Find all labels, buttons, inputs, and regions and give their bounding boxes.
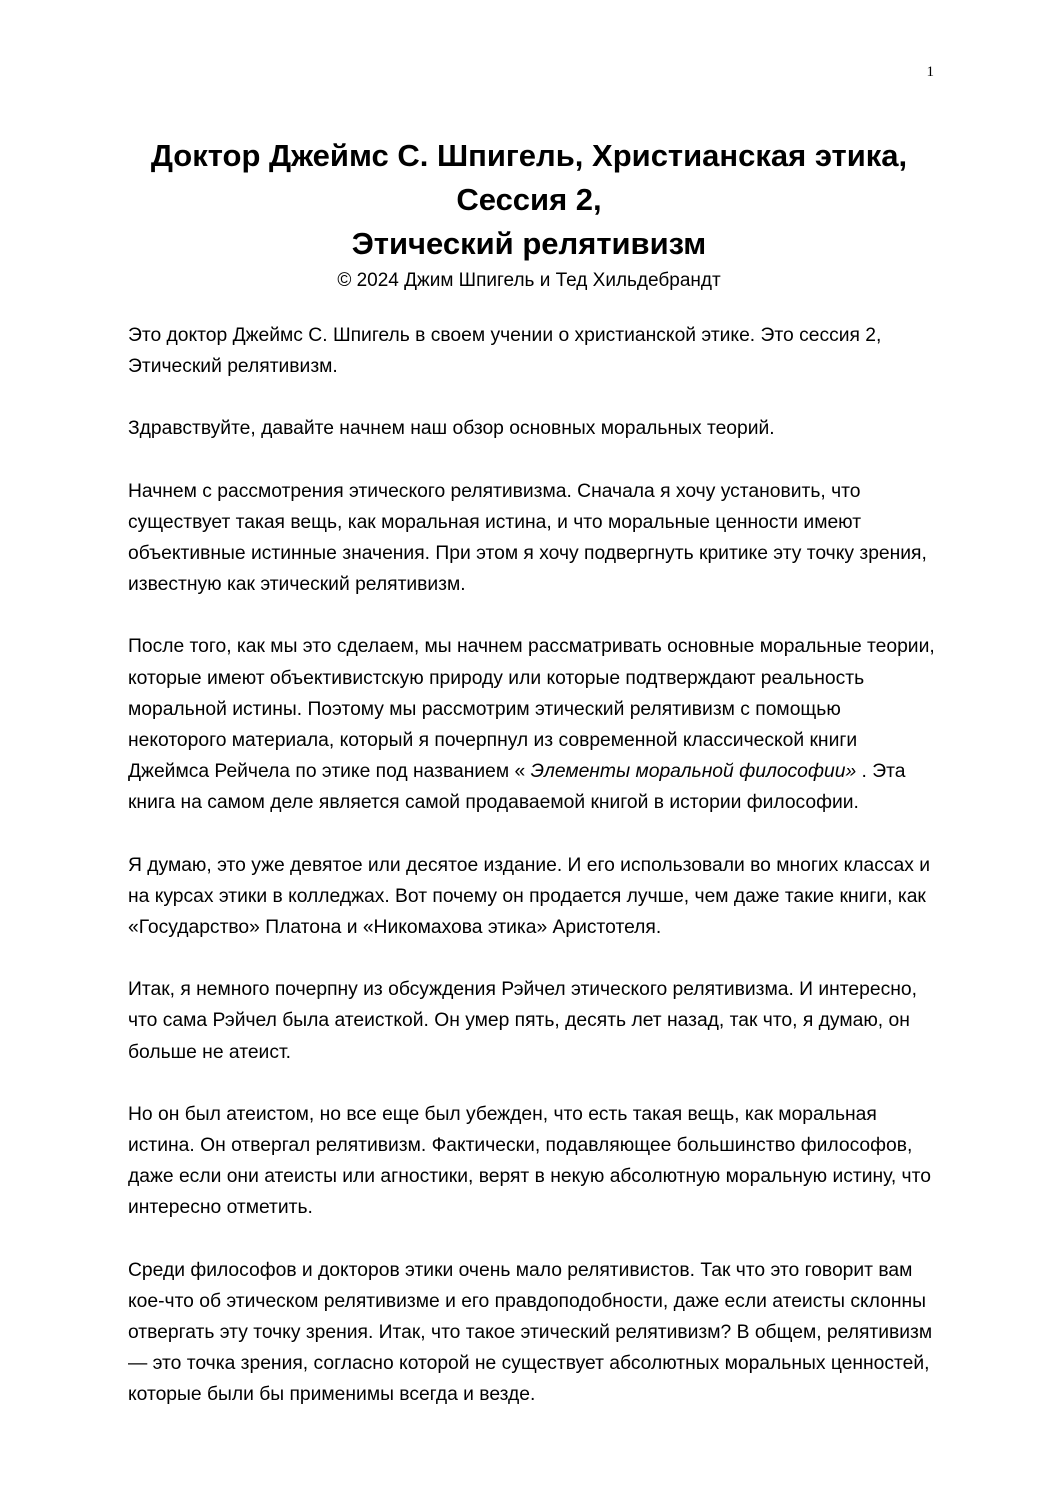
paragraph: Но он был атеистом, но все еще был убежден, что есть такая вещь, как моральная истина. Он отвергал релятивизм. Фактически, подавляющее большинство философов, даже если они атеисты или агностики, верят в некую абсолютную моральную истину, что интересно отметить. xyxy=(128,1103,931,1219)
paragraph: Начнем с рассмотрения этического релятивизма. Сначала я хочу установить, что существует такая вещь, как моральная истина, и что моральные ценности имеют объективные истинные значения. При этом я хочу подвергнуть критике эту точку зрения, известную как этический релятивизм. xyxy=(128,480,927,596)
paragraph: Среди философов и докторов этики очень мало релятивистов. Так что это говорит вам кое-что об этическом релятивизме и его правдоподобности, даже если атеисты склонны отвергать эту точку зрения. Итак, что такое этический релятивизм? В общем, релятивизм — это точка зрения, согласно которой не существует абсолютных моральных ценностей, которые были бы применимы всегда и везде. xyxy=(128,1259,933,1406)
title-block xyxy=(60,134,998,294)
paragraph: Я думаю, это уже девятое или десятое издание. И его использовали во многих классах и на курсах этики в колледжах. Вот почему он продается лучше, чем даже такие книги, как «Государство» Платона и «Никомахова этика» Аристотеля. xyxy=(128,854,931,939)
page-number: 1 xyxy=(926,64,934,80)
paragraph-text: . Эта книга на самом деле является самой продаваемой книгой в истории философии. xyxy=(128,761,906,814)
paragraph: Это доктор Джеймс С. Шпигель в своем учении о христианской этике. Это сессия 2, Этический релятивизм. xyxy=(128,325,882,378)
title-line-1: Доктор Джеймс С. Шпигель, Христианская этика, xyxy=(150,138,908,173)
paragraph xyxy=(128,631,938,818)
copyright-line: © 2024 Джим Шпигель и Тед Хильдебрандт xyxy=(337,270,721,291)
title-line-2: Сессия 2, xyxy=(456,182,602,217)
paragraph-text: После того, как мы это сделаем, мы начнем рассматривать основные моральные теории, которые имеют объективистскую природу или которые подтверждают реальность моральной истины. Поэтому мы рассмотрим этический релятивизм с помощью некоторого материала, который я почерпнул из современной классической книги Джеймса Рейчела по этике под названием « xyxy=(128,636,935,783)
title-line-3: Этический релятивизм xyxy=(351,226,707,261)
paragraph: Здравствуйте, давайте начнем наш обзор основных моральных теорий. xyxy=(128,418,775,440)
body-text xyxy=(128,320,938,1442)
book-title: Элементы моральной философии» xyxy=(530,761,857,783)
paragraph: Итак, я немного почерпну из обсуждения Рэйчел этического релятивизма. И интересно, что сама Рэйчел была атеисткой. Он умер пять, десять лет назад, так что, я думаю, он больше не атеист. xyxy=(128,979,917,1063)
